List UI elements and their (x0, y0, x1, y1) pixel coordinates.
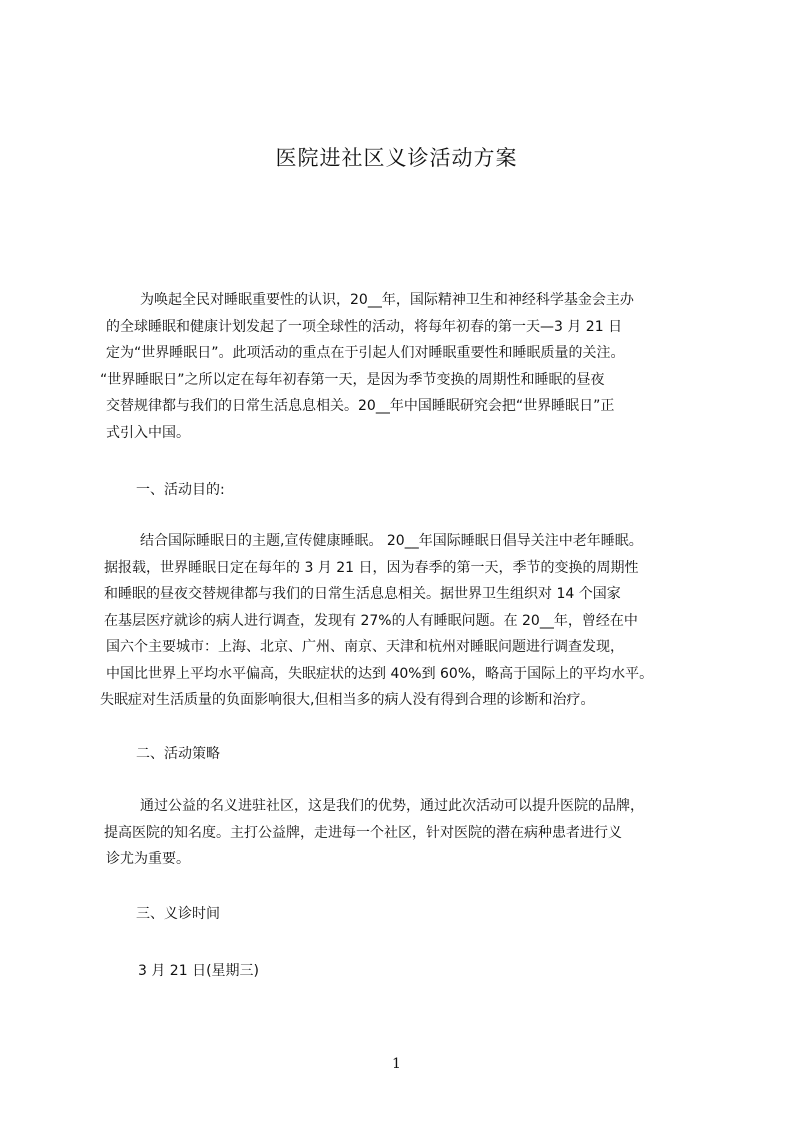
strategy-line: 诊尤为重要。 (106, 851, 190, 867)
intro-line: 定为“世界睡眠日”。此项活动的重点在于引起人们对睡眠重要性和睡眠质量的关注。 (106, 345, 625, 361)
purpose-line: 在基层医疗就诊的病人进行调查，发现有 27%的人有睡眠问题。在 20__年，曾经在中 (104, 612, 638, 629)
clinic-date: 3 月 21 日(星期三) (138, 963, 259, 979)
purpose-line: 和睡眠的昼夜交替规律都与我们的日常生活息息相关。据世界卫生组织对 14 个国家 (104, 586, 621, 602)
document-title: 医院进社区义诊活动方案 (275, 146, 518, 170)
purpose-line: 国六个主要城市：上海、北京、广州、南京、天津和杭州对睡眠问题进行调查发现， (106, 639, 624, 655)
purpose-line: 失眠症对生活质量的负面影响很大,但相当多的病人没有得到合理的诊断和治疗。 (100, 692, 595, 708)
purpose-line: 结合国际睡眠日的主题,宣传健康睡眠。 20__年国际睡眠日倡导关注中老年睡眠。 (140, 533, 643, 549)
intro-line: 的全球睡眠和健康计划发起了一项全球性的活动，将每年初春的第一天—3 月 21 日 (106, 318, 623, 335)
purpose-paragraph (100, 528, 700, 714)
purpose-line: 据报载，世界睡眠日定在每年的 3 月 21 日，因为春季的第一天，季节的变换的周期性 (104, 559, 639, 576)
intro-line: “世界睡眠日”之所以定在每年初春第一天，是因为季节变换的周期性和睡眠的昼夜 (100, 371, 605, 388)
page-number: 1 (392, 1056, 401, 1072)
strategy-line: 通过公益的名义进驻社区，这是我们的优势，通过此次活动可以提升医院的品牌， (140, 798, 644, 814)
section-heading-time: 三、义诊时间 (136, 906, 220, 922)
intro-paragraph (100, 287, 700, 446)
intro-line: 式引入中国。 (106, 424, 190, 441)
intro-line: 交替规律都与我们的日常生活息息相关。20__年中国睡眠研究会把“世界睡眠日”正 (106, 398, 615, 414)
purpose-line: 中国比世界上平均水平偏高，失眠症状的达到 40%到 60%，略高于国际上的平均水平。 (106, 665, 654, 682)
strategy-line: 提高医院的知名度。主打公益牌，走进每一个社区，针对医院的潜在病种患者进行义 (104, 824, 622, 841)
strategy-paragraph (100, 793, 700, 873)
section-heading-purpose: 一、活动目的: (136, 482, 225, 498)
intro-line: 为唤起全民对睡眠重要性的认识，20__年，国际精神卫生和神经科学基金会主办 (140, 292, 634, 308)
section-heading-strategy: 二、活动策略 (136, 746, 220, 762)
